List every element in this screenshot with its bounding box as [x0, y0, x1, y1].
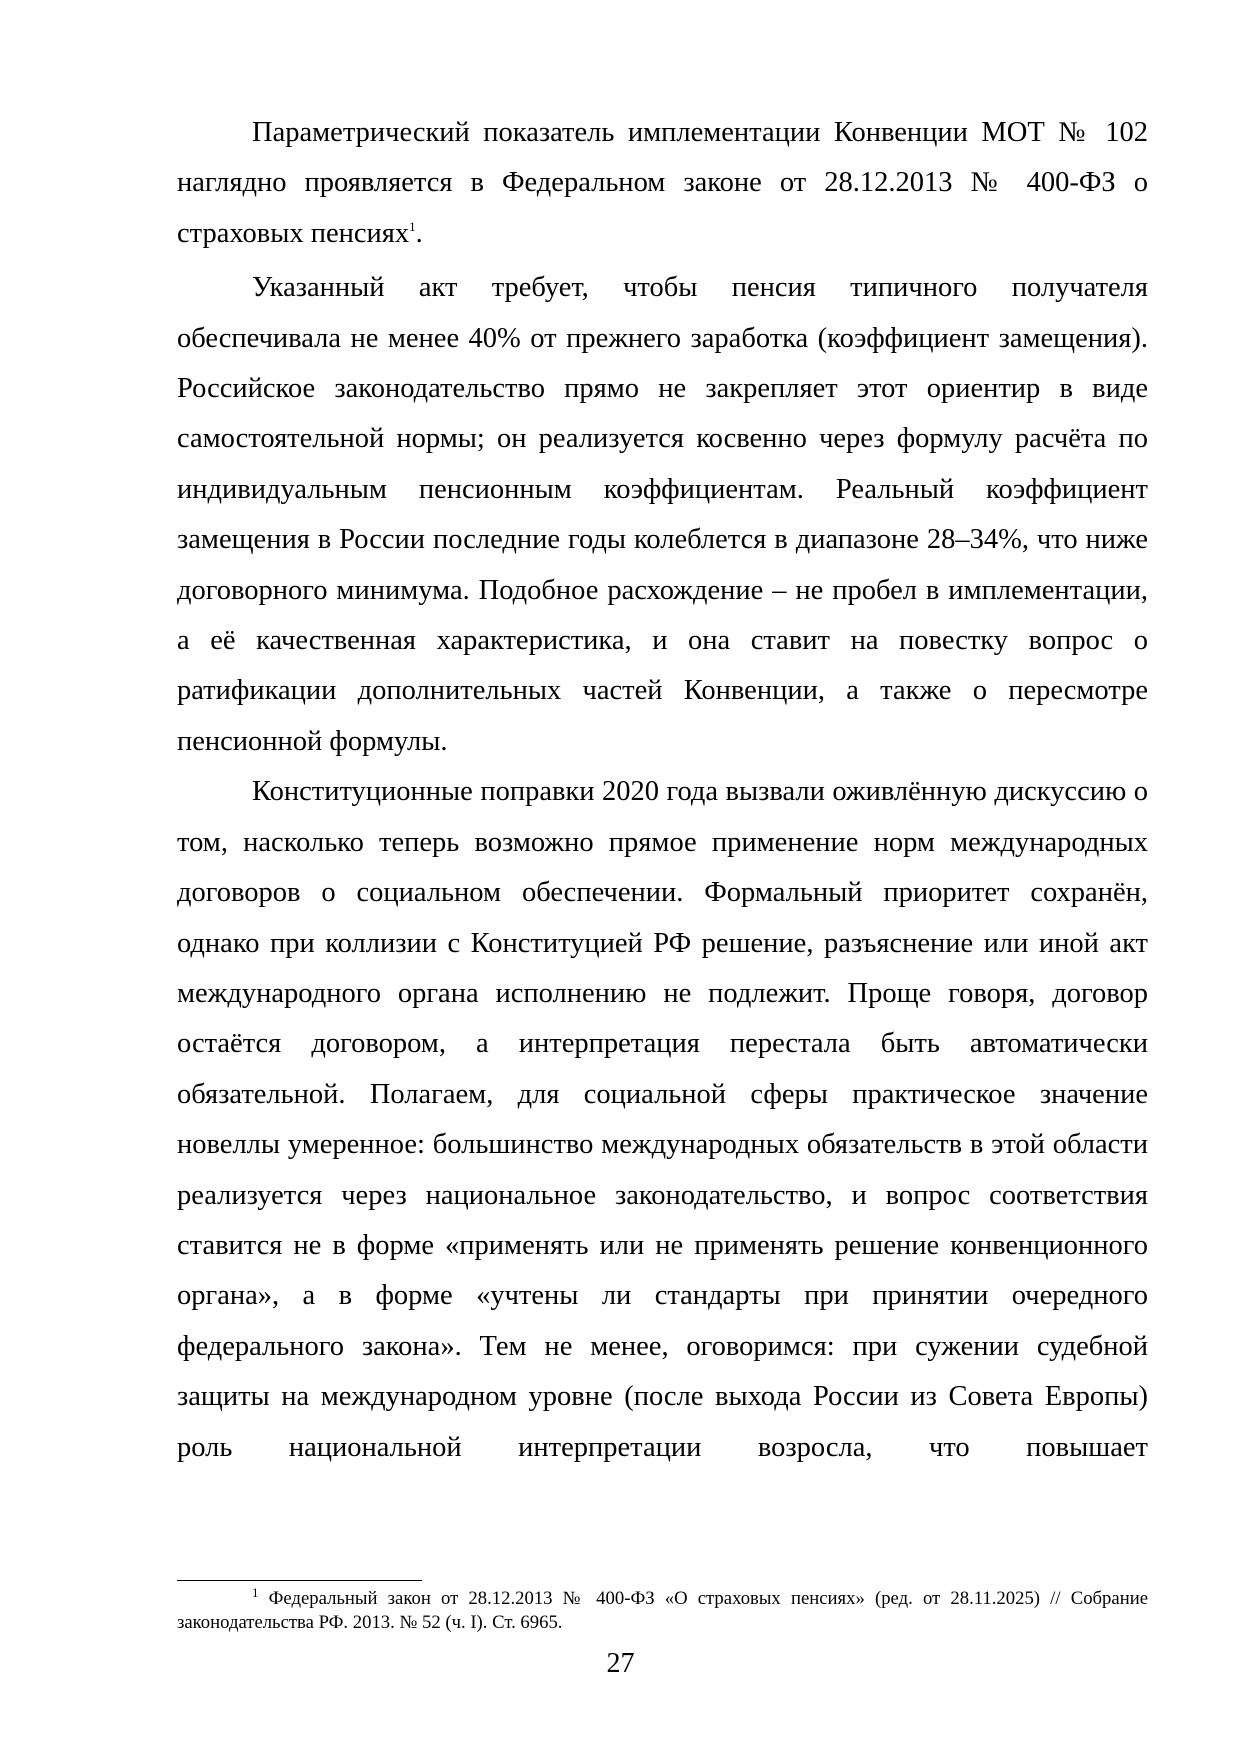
- footnote-number: 1: [252, 1585, 259, 1600]
- footnote-text: Федеральный закон от 28.12.2013 № 400-ФЗ «О страховых пенсиях» (ред. от 28.11.2025) // Собрание законодательства РФ. 2013. № 52 (ч. I). Ст. 6965.: [177, 1588, 1148, 1633]
- page-number: 27: [606, 1648, 635, 1679]
- paragraph-1-text: Параметрический показатель имплементации Конвенции МОТ № 102 наглядно проявляется в Федеральном законе от 28.12.2013 № 400-ФЗ о страховых пенсиях: [177, 117, 1148, 249]
- page-body: [177, 108, 1148, 1473]
- footnote: [177, 1587, 1148, 1634]
- footnote-reference[interactable]: 1: [409, 218, 416, 234]
- footnote-area: [177, 1580, 1148, 1634]
- paragraph-3: Конституционные поправки 2020 года вызвали оживлённую дискуссию о том, насколько теперь возможно прямое применение норм международных договоров о социальном обеспечении. Формальный приоритет сохранён, однако при коллизии с Конституцией РФ решение, разъяснение или иной акт международного органа исполнению не подлежит. Проще говоря, договор остаётся договором, а интерпретация перестала быть автоматически обязательной. Полагаем, для социальной сферы практическое значение новеллы умеренное: большинство международных обязательств в этой области реализуется через национальное законодательство, и вопрос соответствия ставится не в форме «применять или не применять решение конвенционного органа», а в форме «учтены ли стандарты при принятии очередного федерального закона». Тем не менее, оговоримся: при сужении судебной защиты на международном уровне (после выхода России из Совета Европы) роль национальной интерпретации возросла, что повышает: [177, 776, 1148, 1463]
- paragraph-1-end: .: [415, 217, 423, 249]
- paragraph-1: [177, 108, 1148, 263]
- footnote-separator: [177, 1580, 422, 1581]
- paragraph-2: Указанный акт требует, чтобы пенсия типичного получателя обеспечивала не менее 40% от прежнего заработка (коэффициент замещения). Российское законодательство прямо не закрепляет этот ориентир в виде самостоятельной нормы; он реализуется косвенно через формулу расчёта по индивидуальным пенсионным коэффициентам. Реальный коэффициент замещения в России последние годы колеблется в диапазоне 28–34%, что ниже договорного минимума. Подобное расхождение – не пробел в имплементации, а её качественная характеристика, и она ставит на повестку вопрос о ратификации дополнительных частей Конвенции, а также о пересмотре пенсионной формулы.: [177, 272, 1148, 757]
